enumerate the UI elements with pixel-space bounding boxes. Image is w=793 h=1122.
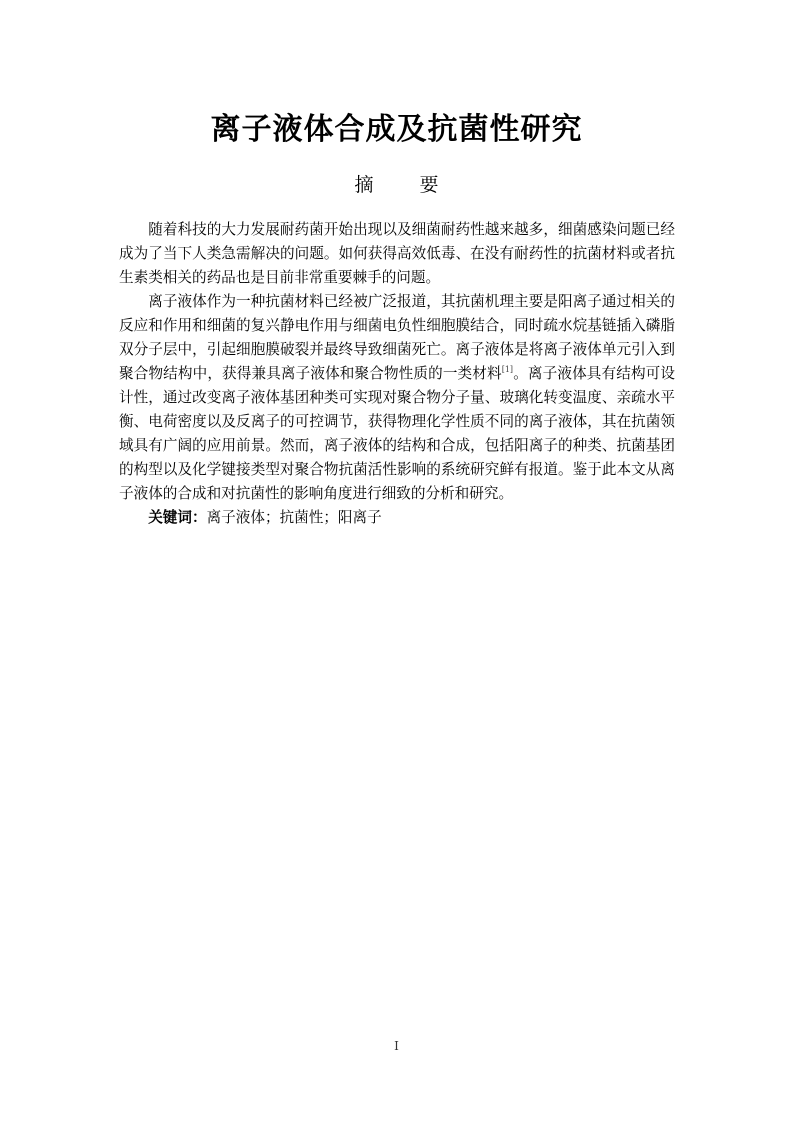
citation-reference: [1] bbox=[501, 365, 514, 375]
abstract-paragraph-1: 随着科技的大力发展耐药菌开始出现以及细菌耐药性越来越多，细菌感染问题已经成为了当下人类急需解决的问题。如何获得高效低毒、在没有耐药性的抗菌材料或者抗生素类相关的药品也是目前非常重要棘手的问题。 bbox=[119, 221, 675, 286]
paragraph-2-text-after-ref: 。离子液体具有结构可设计性，通过改变离子液体基团种类可实现对聚合物分子量、玻璃化转变温度、亲疏水平衡、电荷密度以及反离子的可控调节，获得物理化学性质不同的离子液体，其在抗菌领域具有广阔的应用前景。然而，离子液体的结构和合成，包括阳离子的种类、抗菌基团的构型以及化学键接类型对聚合物抗菌活性影响的系统研究鲜有报道。鉴于此本文从离子液体的合成和对抗菌性的影响角度进行细致的分析和研究。 bbox=[119, 365, 675, 502]
paragraph-2-text-before-ref: 离子液体作为一种抗菌材料已经被广泛报道，其抗菌机理主要是阳离子通过相关的反应和作用和细菌的复兴静电作用与细菌电负性细胞膜结合，同时疏水烷基链插入磷脂双分子层中，引起细胞膜破裂并最终导致细菌死亡。离子液体是将离子液体单元引入到聚合物结构中，获得兼具离子液体和聚合物性质的一类材料 bbox=[119, 293, 675, 382]
keywords-label: 关键词： bbox=[148, 509, 207, 526]
keywords-line bbox=[119, 506, 675, 530]
keywords-text: 离子液体；抗菌性；阳离子 bbox=[206, 509, 382, 526]
abstract-heading: 摘 要 bbox=[354, 174, 459, 196]
document-title: 离子液体合成及抗菌性研究 bbox=[210, 112, 583, 147]
abstract-body bbox=[119, 218, 675, 530]
page-number: I bbox=[394, 1039, 399, 1053]
abstract-paragraph-2 bbox=[119, 290, 675, 506]
